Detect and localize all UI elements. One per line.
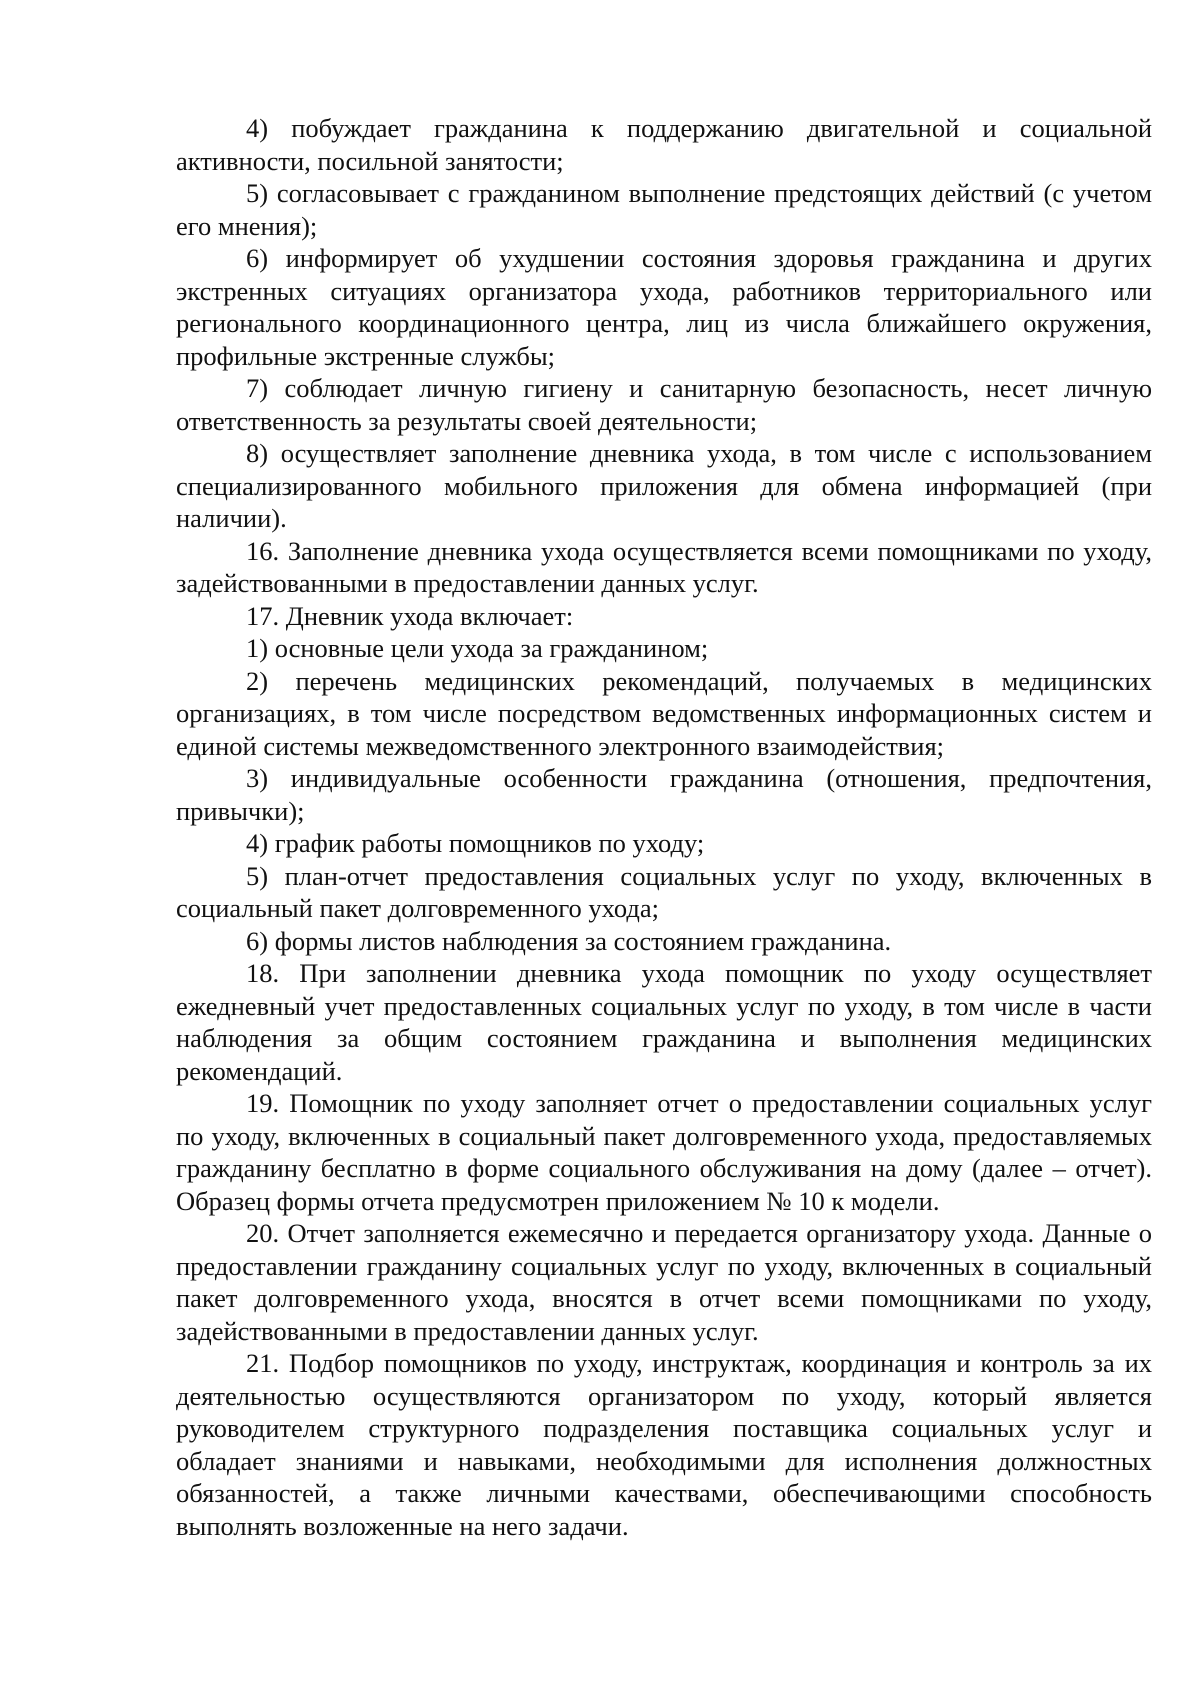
document-page [176, 112, 1152, 1542]
clause-21: 21. Подбор помощников по уходу, инструктаж, координация и контроль за их деятельностью осуществляются организатором по уходу, который является руководителем структурного подразделения поставщика социальных услуг и обладает знаниями и навыками, необходимыми для исполнения должностных обязанностей, а также личными качествами, обеспечивающими способность выполнять возложенные на него задачи. [176, 1348, 1152, 1541]
list-item-6-inform-emergencies: 6) информирует об ухудшении состояния здоровья гражданина и других экстренных ситуациях организатора ухода, работников территориального или регионального координационного центра, лиц из числа ближайшего окружения, профильные экстренные службы; [176, 243, 1152, 371]
diary-item-2: 2) перечень медицинских рекомендаций, получаемых в медицинских организациях, в том числе посредством ведомственных информационных систем и единой системы межведомственного электронного взаимодействия; [176, 665, 1152, 761]
clause-16: 16. Заполнение дневника ухода осуществляется всеми помощниками по уходу, задействованными в предоставлении данных услуг. [176, 535, 1152, 598]
diary-item-3: 3) индивидуальные особенности гражданина (отношения, предпочтения, привычки); [176, 763, 1152, 826]
list-item-4-motor-activity: 4) побуждает гражданина к поддержанию двигательной и социальной активности, посильной занятости; [176, 113, 1152, 176]
diary-item-5: 5) план-отчет предоставления социальных услуг по уходу, включенных в социальный пакет долговременного ухода; [176, 860, 1152, 923]
diary-item-6: 6) формы листов наблюдения за состоянием гражданина. [246, 925, 892, 956]
clause-20: 20. Отчет заполняется ежемесячно и передается организатору ухода. Данные о предоставлении гражданину социальных услуг по уходу, включенных в социальный пакет долговременного ухода, вносятся в отчет всеми помощниками по уходу, задействованными в предоставлении данных услуг. [176, 1218, 1152, 1346]
clause-19: 19. Помощник по уходу заполняет отчет о предоставлении социальных услуг по уходу, включенных в социальный пакет долговременного ухода, предоставляемых гражданину бесплатно в форме социального обслуживания на дому (далее – отчет). Образец формы отчета предусмотрен приложением № 10 к модели. [176, 1088, 1152, 1216]
list-item-7-hygiene: 7) соблюдает личную гигиену и санитарную безопасность, несет личную ответственность за результаты своей деятельности; [176, 373, 1152, 436]
clause-18: 18. При заполнении дневника ухода помощник по уходу осуществляет ежедневный учет предоставленных социальных услуг по уходу, в том числе в части наблюдения за общим состоянием гражданина и выполнения медицинских рекомендаций. [176, 958, 1152, 1086]
list-item-8-care-diary: 8) осуществляет заполнение дневника ухода, в том числе с использованием специализированного мобильного приложения для обмена информацией (при наличии). [176, 438, 1152, 533]
diary-item-1: 1) основные цели ухода за гражданином; [246, 633, 709, 663]
list-item-5-coordinate-actions: 5) согласовывает с гражданином выполнение предстоящих действий (с учетом его мнения); [176, 178, 1152, 241]
diary-item-4: 4) график работы помощников по уходу; [246, 828, 705, 858]
clause-17: 17. Дневник ухода включает: [246, 600, 574, 631]
